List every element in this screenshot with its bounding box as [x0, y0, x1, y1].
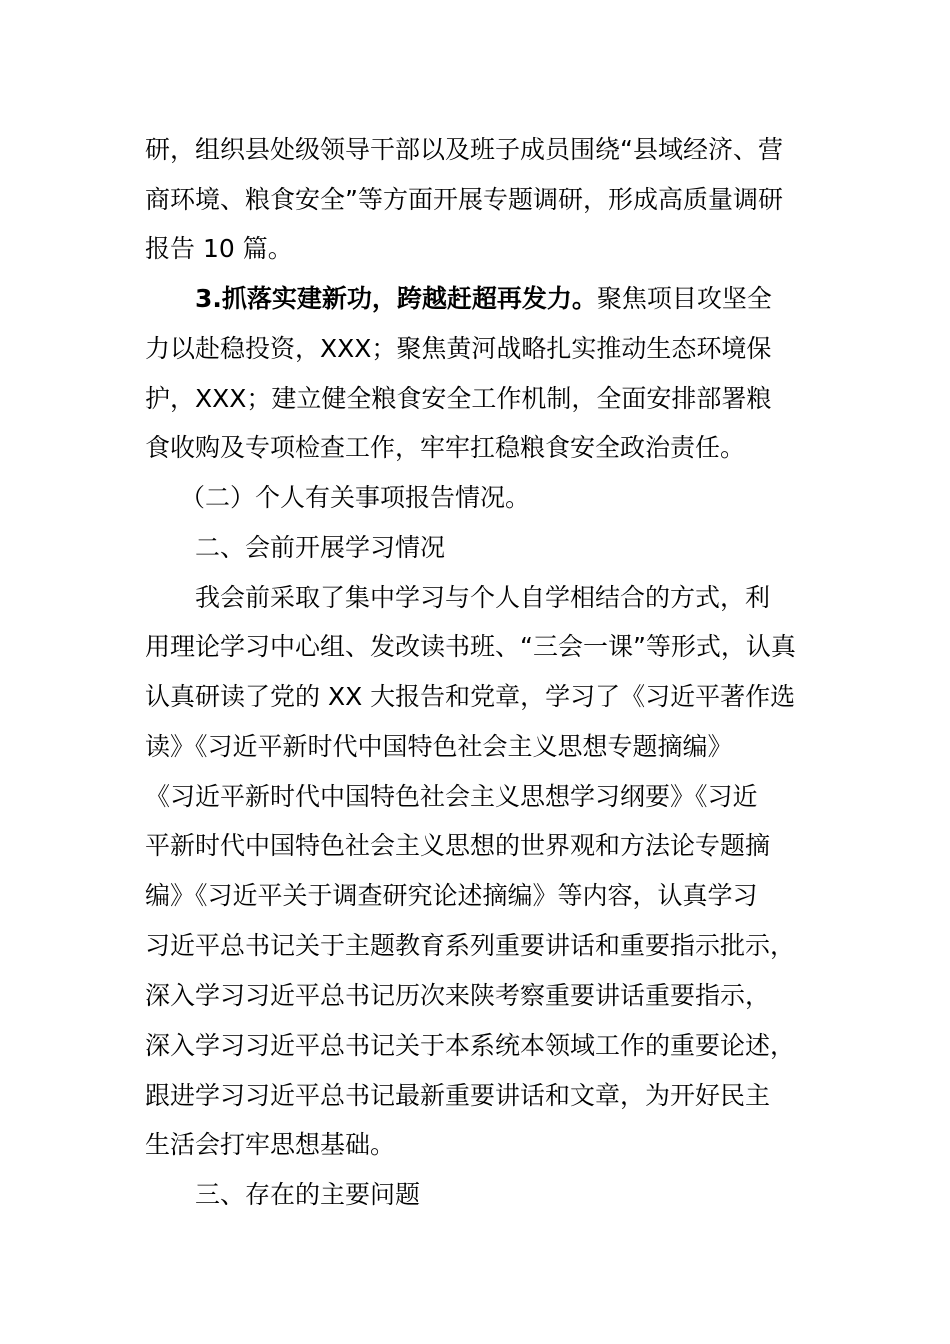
paragraph-line: 跟进学习习近平总书记最新重要讲话和文章，为开好民主 — [145, 1081, 771, 1110]
paragraph-line: 生活会打牢思想基础。 — [145, 1130, 396, 1159]
paragraph-line: 用理论学习中心组、发改读书班、“三会一课”等形式，认真 — [145, 632, 796, 661]
paragraph-line: 护，XXX；建立健全粮食安全工作机制，全面安排部署粮 — [145, 384, 772, 413]
paragraph-line: 力以赴稳投资，XXX；聚焦黄河战略扎实推动生态环境保 — [145, 334, 772, 363]
paragraph-line: 深入学习习近平总书记历次来陕考察重要讲话重要指示， — [145, 981, 771, 1010]
paragraph-line: 认真研读了党的 XX 大报告和党章，学习了《习近平著作选 — [145, 682, 796, 711]
paragraph-line: 商环境、粮食安全”等方面开展专题调研，形成高质量调研 — [145, 185, 783, 214]
section-heading: 三、存在的主要问题 — [195, 1180, 421, 1209]
paragraph-line: 研，组织县处级领导干部以及班子成员围绕“县域经济、营 — [145, 135, 783, 164]
subsection-heading: （二）个人有关事项报告情况。 — [180, 483, 531, 512]
section-heading: 二、会前开展学习情况 — [195, 533, 446, 562]
paragraph-line: 习近平总书记关于主题教育系列重要讲话和重要指示批示， — [145, 931, 796, 960]
paragraph-line: 《习近平新时代中国特色社会主义思想学习纲要》《习近 — [145, 782, 758, 811]
paragraph-line: 我会前采取了集中学习与个人自学相结合的方式，利 — [195, 583, 771, 612]
item-3-text: 聚焦项目攻坚全 — [596, 284, 772, 313]
item-3-heading: 3.抓落实建新功，跨越赶超再发力。 — [195, 284, 597, 313]
paragraph-line: 食收购及专项检查工作，牢牢扛稳粮食安全政治责任。 — [145, 433, 746, 462]
paragraph-line: 读》《习近平新时代中国特色社会主义思想专题摘编》 — [145, 732, 733, 761]
item-3-first-line — [195, 282, 772, 316]
paragraph-line: 深入学习习近平总书记关于本系统本领域工作的重要论述， — [145, 1031, 796, 1060]
paragraph-line: 平新时代中国特色社会主义思想的世界观和方法论专题摘 — [145, 831, 771, 860]
paragraph-line: 报告 10 篇。 — [145, 234, 293, 263]
paragraph-line: 编》《习近平关于调查研究论述摘编》等内容，认真学习 — [145, 881, 758, 910]
